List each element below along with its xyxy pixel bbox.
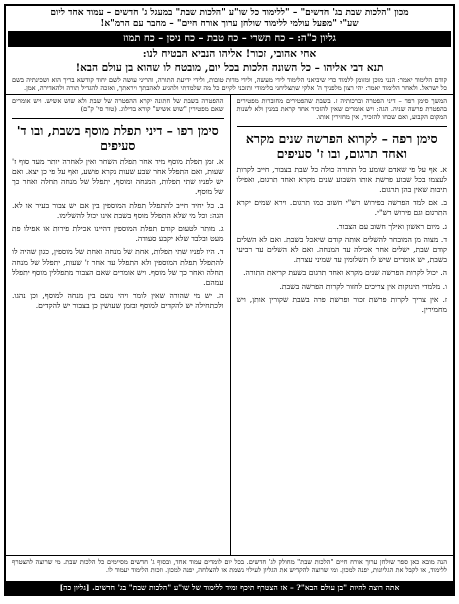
paragraph: א. אף על פי שאדם שומע כל התורה כולה כל שבת בצבור, חייב לקרות לעצמו בכל שבוע פרשת אותו השבוע שנים מקרא ואחד תרגום, ואפילו תיבות שאין בהן תרגום. [236,164,447,194]
bottom-banner: אתה רוצה להיות "בן עולם הבא"? – אז הצטרף תיכף ומיד ללימוד של שו"ע "הלכות שבת" בג' חדשים. [גליון כה] [6,581,453,594]
header-line1: מכון "הלכות שבת בג' חדשים" – "ללימוד כל שו"ע "הלכות שבת" במעגל ג' חדשים – עמוד אחד ליום [50,8,409,18]
paragraph: ג. מיום ראשון ואילך חשוב עם הצבור. [336,221,447,231]
header-line2: שע"י "מפעל עולמי ללימוד שולחן ערוך אורח חיים" – מחבר עם הרמ"א! [100,19,359,29]
chapter-title-286: סימן רפו – דיני תפלת מוסף בשבת, ובו ד' סעיפים [16,122,219,153]
issue-bar: גליון כ"ה: – כח תשרי – כח טבת – כח ניסן – כח תמוז [8,31,451,47]
left-continuation: ההפטרה בשבת של חתונה יקרא ההפטרה של שבת ולא שוש אשיש. ויש אומרים שאם מפטירין "שוש אשיש" קורא בדילוג. (טור סי' ק"ם) [12,97,224,113]
paragraph: ב. כל יחיד חייב להתפלל תפלת המוספין בין אם יש צבור בעיר או לא. הגה: וכל מי שלא התפלל מוסף בשבת אינו יכול להשלימו. [12,200,224,220]
slogan-title: אחי אהובי, זכור! אליהו הנביא הבטיח לנו: [142,48,317,60]
left-column [6,95,230,555]
right-continuation: המשך סימן רפד – דיני הפטרה וברכותיה ז. בשבת שהפטירים מחוברות מפטירים בהפטרת פרשה שניה. הגה: ויש אומרים שאין להזכיר אחד קראת במנין ולא לשנות המקום הקבוע, ואם שכחו להזכיר, אין מחזירין אותו. [236,97,447,121]
divider [12,118,224,119]
divider [237,126,448,127]
right-column [230,95,454,555]
paragraph: ה. יכול לקרות הפרשה שנים מקרא ואחד תרגום בשעת קריאת התורה. [243,268,447,278]
footer-notice: הנה מובא כאן ספר שולחן ערוך אורח חיים "הלכות שבת" מחולק לג' חדשים. בכל יום לומדים עמוד אחד, ובסוף ג' חדשים מסיימים כל הלכות שבת. מי שרוצה להצטרף ללימוד, או לקבל את הגליונות, יפנה למכון. ומי שרוצה להקדיש את הגליון לעילוי נשמת או להצלחה, יפנה למכון. וזכות הלימוד יעמוד לו. [6,555,453,594]
paragraph: ב. אם למד הפרשה בפירוש רש"י חשוב כמו תרגום. וירא שמים יקרא התרגום וגם פירוש רש"י. [236,198,447,218]
paragraph: ד. מצוה מן המובחר להשלים אותה קודם שיאכל בשבת. ואם לא השלים קודם שבת, ישלים אחר אכילה עד המנחה. ואם לא השלים עד רביעי בשבת, יש אומרים שיש לו תשלומין עד שמיני עצרת. [236,234,447,265]
paragraph: ה. יש מי שהורה שאין לומר ויהי נועם בין מנחה למוסף, וכן נהגו. ולכתחילה יש להקדים למוסף ובזמן שעושין כן בצבור יש להקדים. [12,291,224,311]
paragraph: ז. אין צריך לקרות פרשת זכור ופרשת פרה בשבת שקורין אותן, ויש מחמירין. [236,294,447,315]
header [6,6,453,31]
paragraph: ו. מלמדי תינוקות אין צריכים לחזור לקרות הפרשה בשבת. [279,281,447,291]
columns [6,95,453,555]
slogan-subtitle: תנא דבי אליהו – כל השונה הלכות בכל יום, מובטח לו שהוא בן עולם הבא! [75,62,384,74]
paragraph: ד. היו לפניו שתי תפלות, אחת של מנחה ואחת של מוספין, כגון שהיה לו להתפלל תפלת המוספין ולא התפלל עד אחר ז' שעות, יתפלל של מנחה תחלה ואחר כך של מוסף. ויש אומרים שאם הצבור מתפללין מוסף יתפלל עמהם. [12,247,224,288]
intro-prayer: קודם הלימוד יאמר: הנני מוכן ומזומן ללמוד כדי שיביאני הלימוד לידי מעשה, ולידי מדות טובות, ולידי ידיעת התורה, והריני עושה לשם יחוד קודשא בריך הוא ושכינתיה בשם כל ישראל. ולאחר הלימוד יאמר: יהי רצון מלפניך ה' אלקי שתצליחני בלימודי ותזכני לקיים כל מה שלמדתי ולהגיע לאהבתך ויראתך, ואזכה להגדיל תורה ולהאדירה, אמן. [6,75,453,95]
chapter-title-285: סימן רפה – לקרוא הפרשה שנים מקרא ואחד תרגום, ובו ז' סעיפים [245,130,438,161]
paragraph: א. זמן תפלת מוסף מיד אחר תפלת השחר ואין לאחרה יותר מעד סוף ז' שעות, ואם התפלל אחר שבע שעות נקרא פושע, ואף על פי כן יצא. ואם יש לפניו שתי תפלות, המנחה ומוסף, יתפלל של מנחה תחלה ואחר כך של מוסף. [12,156,224,197]
page [4,4,455,596]
paragraph: ג. מותר לטעום קודם תפלת המוספין דהיינו אכילת פירות או אפילו פת מעט ובלבד שלא יקבע סעודה. [12,224,224,244]
